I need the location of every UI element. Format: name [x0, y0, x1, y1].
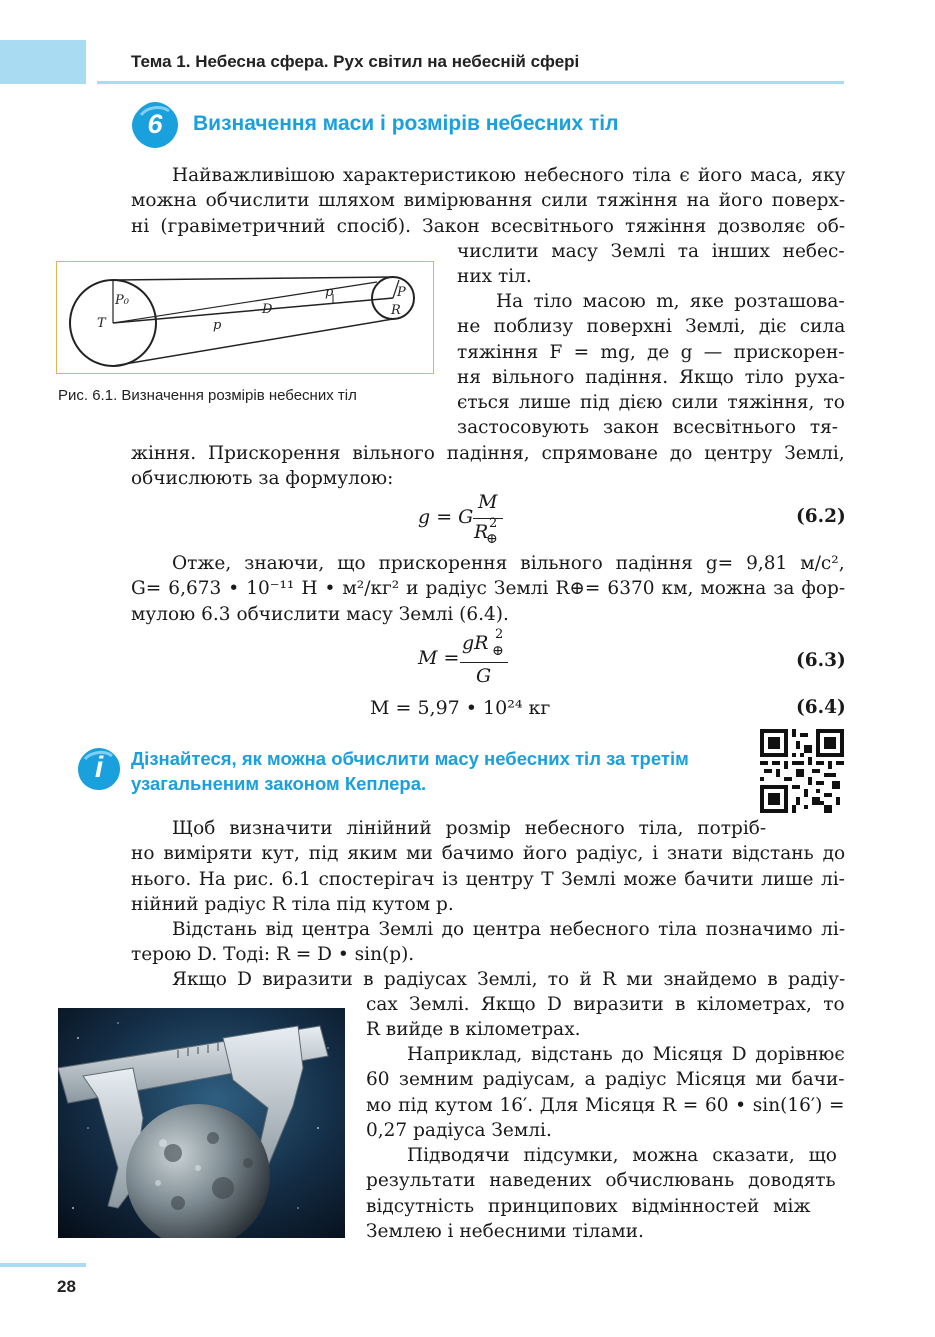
label-R: R	[391, 303, 401, 318]
paragraph-units	[131, 967, 845, 992]
figure-6-1	[56, 261, 434, 374]
info-line: Дізнайтеся, як можна обчислити масу небесних тіл за третім	[131, 748, 689, 769]
text-line: Землею і небесними тілами.	[366, 1220, 644, 1242]
paragraph-units-continued	[366, 992, 845, 1043]
text-line: Щоб визначити лінійний розмір небесного тіла, потріб-	[172, 818, 767, 839]
equation-lhs: g = G	[418, 506, 474, 528]
paragraph-conclusion	[366, 1143, 845, 1244]
fraction-bar	[473, 518, 503, 519]
text-line: Найважливішою характеристикою небесного тіла є його маса, яку	[172, 165, 846, 186]
equation-exponent: 2	[495, 627, 504, 642]
equation-number: (6.2)	[796, 506, 846, 527]
text-line: 0,27 радіуса Землі.	[366, 1119, 552, 1141]
text-line: R вийде в кілометрах.	[366, 1019, 581, 1041]
text-line: числити масу Землі та інших небес-	[457, 241, 845, 262]
equation-6-3	[418, 627, 538, 687]
equation-exponent: 2	[489, 516, 498, 531]
text-line: обчислюють за формулою:	[131, 468, 394, 490]
text-line: но виміряти кут, під яким ми бачимо його радіус, і знати відстань до	[131, 843, 846, 865]
label-P0: P₀	[115, 293, 129, 308]
label-D: D	[262, 302, 273, 317]
text-line: них тіл.	[457, 266, 532, 288]
paragraph-gravity	[457, 289, 845, 441]
text-line: нійний радіус R тіла під кутом p.	[131, 893, 454, 915]
info-icon	[77, 747, 121, 791]
equation-lhs: M =	[418, 647, 460, 669]
paragraph-linear-size	[131, 816, 845, 917]
header-rule	[97, 81, 844, 84]
text-line: відсутність принципових відмінностей між	[366, 1195, 811, 1217]
text-line: 60 земним радіусам, а радіус Місяця ми бачи-	[366, 1069, 845, 1091]
equation-6-4: M = 5,97 • 10²⁴ кг	[370, 697, 551, 719]
text-line: ється лише під дією сили тяжіння, то	[457, 392, 845, 414]
section-title: Визначення маси і розмірів небесних тіл	[193, 112, 619, 135]
qr-code[interactable]	[760, 729, 844, 813]
header-accent-block	[0, 40, 86, 84]
page-number: 28	[57, 1277, 76, 1296]
text-line: нього. На рис. 6.1 спостерігач із центру T Землі може бачити лише лі-	[131, 868, 845, 890]
caliper-planet-illustration	[58, 1008, 345, 1238]
text-line: мулою 6.3 обчислити масу Землі (6.4).	[131, 603, 509, 625]
text-line: результати наведених обчислювань доводять	[366, 1170, 836, 1192]
info-line: узагальненим законом Кеплера.	[131, 773, 427, 794]
paragraph-values	[131, 551, 845, 627]
equation-number: (6.3)	[796, 650, 846, 671]
equation-denominator: G	[476, 665, 492, 687]
equation-denominator: R	[474, 521, 489, 543]
footer-rule	[0, 1263, 86, 1267]
earth-symbol: ⊕	[486, 531, 498, 547]
section-number: 6	[147, 109, 163, 139]
info-callout	[131, 746, 689, 796]
text-line: ня вільного падіння. Якщо тіло руха-	[457, 366, 846, 388]
label-p-upper: p	[325, 285, 334, 300]
equation-number: (6.4)	[796, 697, 846, 718]
equation-6-2	[418, 491, 538, 551]
label-T: T	[97, 316, 106, 331]
paragraph-distance	[131, 917, 845, 968]
text-line: тяжіння F = mg, де g — прискорен-	[457, 341, 845, 363]
text-line: G= 6,673 • 10⁻¹¹ Н • м²/кг² и радіус Землі R⊕= 6370 км, можна за фор-	[131, 578, 846, 600]
text-line: Відстань від центра Землі до центра небесного тіла позначимо лі-	[172, 919, 846, 940]
text-line: не поблизу поверхні Землі, діє сила	[457, 316, 846, 338]
text-line: Підводячи підсумки, можна сказати, що	[407, 1145, 837, 1166]
text-line: Отже, знаючи, що прискорення вільного падіння g= 9,81 м/с²,	[172, 553, 845, 574]
equation-numerator: M	[478, 491, 498, 513]
text-line: Якщо D виразити в радіусах Землі, то й R ми знайдемо в радіу-	[172, 969, 846, 990]
text-line: Наприклад, відстань до Місяця D дорівнює	[407, 1044, 845, 1065]
earth-symbol: ⊕	[492, 643, 504, 659]
label-p-lower: p	[213, 318, 222, 333]
text-line: можна обчислити шляхом вимірювання сили тяжіння на його поверх-	[131, 190, 846, 212]
text-line: жіння. Прискорення вільного падіння, спрямоване до центру Землі,	[131, 443, 845, 464]
text-line: мо під кутом 16′. Для Місяця R = 60 • sin(16′) =	[366, 1094, 845, 1116]
text-line: На тіло масою m, яке розташова-	[496, 291, 845, 312]
paragraph-gravity-continued	[131, 441, 845, 492]
label-P: P	[397, 285, 406, 300]
page-topic-header: Тема 1. Небесна сфера. Рух світил на небесній сфері	[131, 52, 580, 71]
text-line: терою D. Тоді: R = D • sin(p).	[131, 944, 415, 966]
text-line: сах Землі. Якщо D виразити в кілометрах, то	[366, 994, 845, 1015]
text-line: застосовують закон всесвітнього тя-	[457, 417, 839, 439]
text-line: ні (гравіметричний спосіб). Закон всесвітнього тяжіння дозволяє об-	[131, 215, 846, 237]
equation-numerator: gR	[462, 632, 489, 654]
paragraph-intro	[131, 163, 845, 239]
paragraph-intro-continued	[457, 239, 845, 290]
paragraph-moon-example	[366, 1042, 845, 1143]
figure-diagram	[57, 262, 433, 373]
fraction-bar	[460, 662, 508, 663]
info-icon-letter: i	[94, 751, 104, 784]
section-number-badge	[131, 101, 179, 149]
figure-caption: Рис. 6.1. Визначення розмірів небесних тіл	[58, 387, 357, 404]
